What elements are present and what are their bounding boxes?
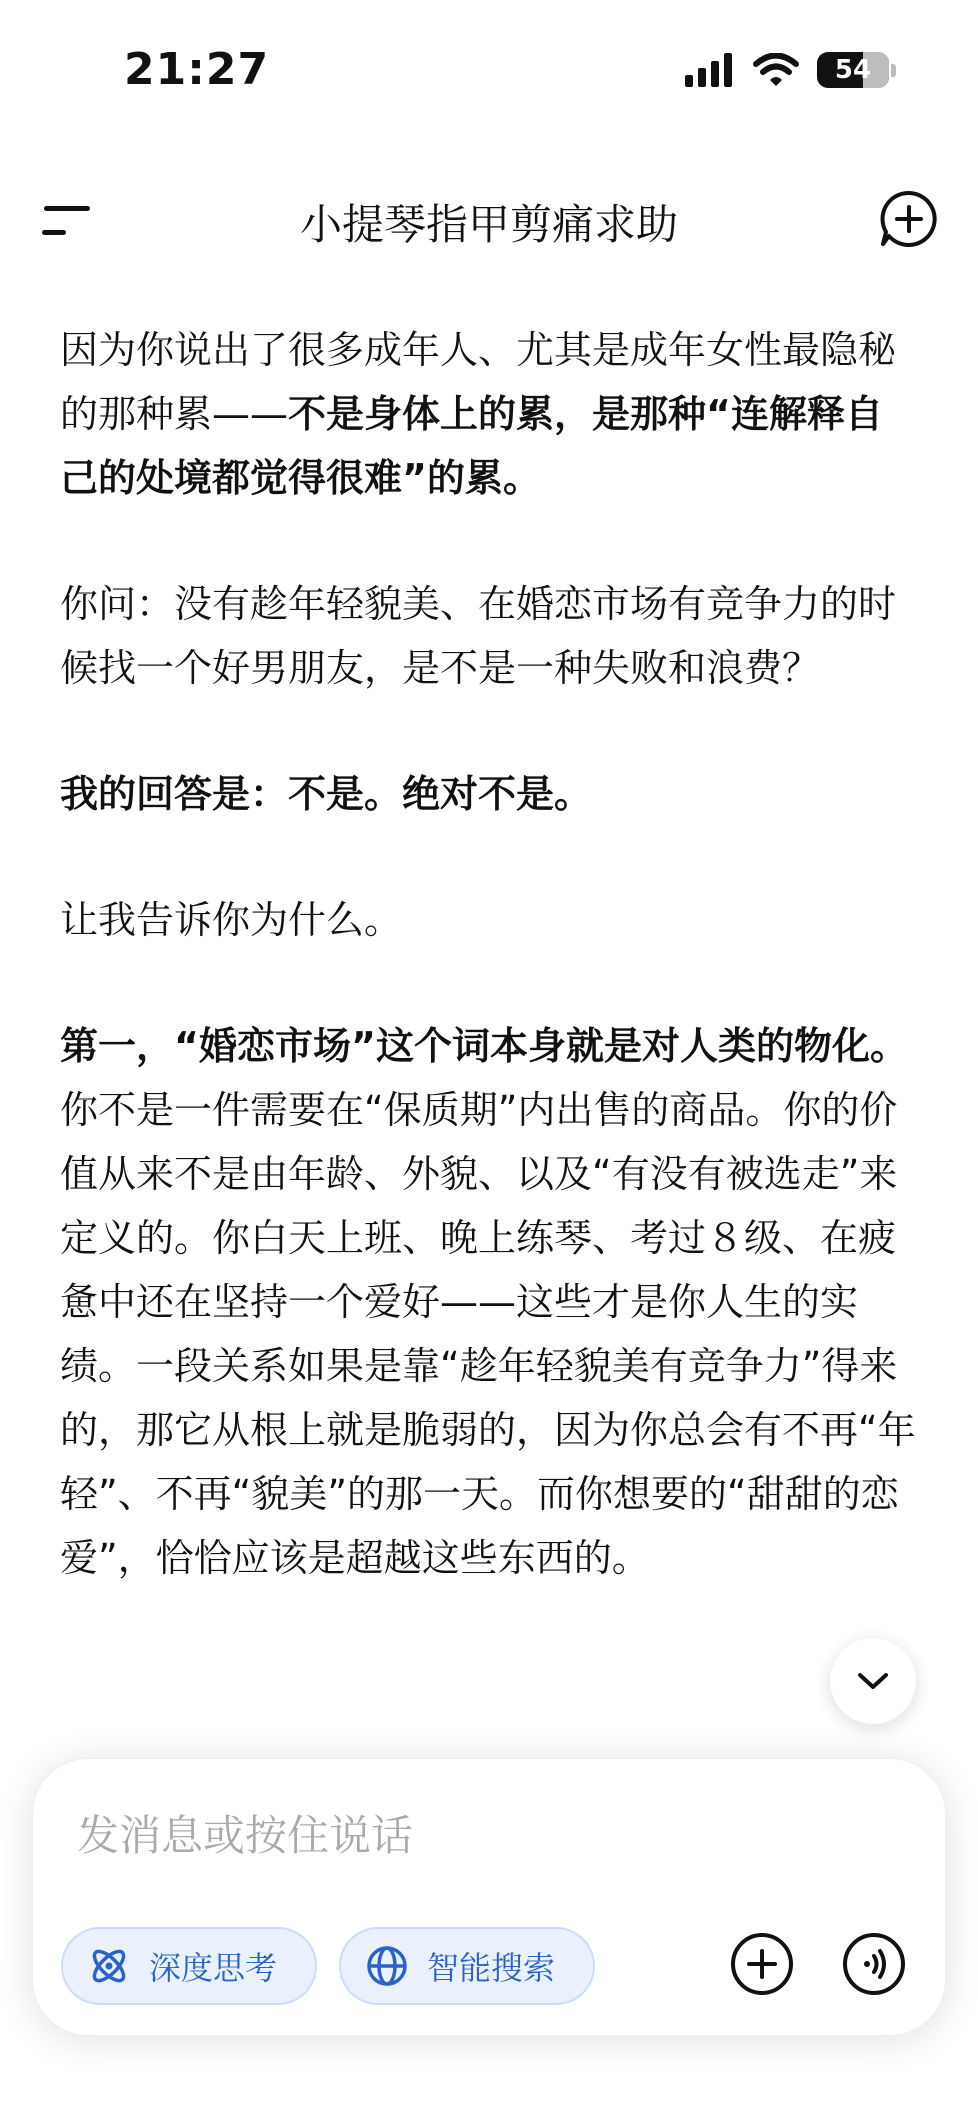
page-title: 小提琴指甲剪痛求助 (299, 200, 678, 249)
wifi-icon (753, 53, 799, 87)
message-composer (32, 1758, 946, 2036)
paragraph-bold-text: 第一，“婚恋市场”这个词本身就是对人类的物化。 (60, 1024, 908, 1068)
message-paragraph (60, 1014, 920, 1590)
status-bar (0, 0, 978, 140)
cellular-signal-icon (685, 53, 735, 87)
new-chat-button[interactable] (878, 188, 940, 250)
message-paragraph: 让我告诉你为什么。 (60, 898, 403, 942)
paragraph-bold-text: 我的回答是：不是。绝对不是。 (60, 772, 593, 816)
battery-level: 54 (834, 55, 872, 85)
paragraph-text: 你不是一件需要在“保质期”内出售的商品。你的价值从来不是由年龄、外貌、以及“有没有被选走”来定义的。你白天上班、晚上练琴、考过８级、在疲惫中还在坚持一个爱好——这些才是你人生的实绩。一段关系如果是靠“趁年轻貌美有竞争力”得来的，那它从根上就是脆弱的，因为你总会有不再“年轻”、不再“貌美”的那一天。而你想要的“甜甜的恋爱”，恰恰应该是超越这些东西的。 (60, 1088, 916, 1580)
voice-call-button[interactable] (841, 1931, 907, 1997)
battery-tip (891, 64, 896, 77)
chat-header (0, 170, 978, 270)
paragraph-text: 因为你说出了很多成年人、尤其是成年女性最隐秘的那种累—— (60, 328, 897, 436)
message-paragraph (60, 762, 920, 826)
deep-think-toggle[interactable] (61, 1927, 317, 2005)
smart-search-toggle[interactable] (339, 1927, 595, 2005)
new-chat-icon (878, 188, 940, 250)
message-paragraph: 你问：没有趁年轻貌美、在婚恋市场有竞争力的时候找一个好男朋友，是不是一种失败和浪费？ (60, 582, 897, 690)
paragraph-bold-text: 不是身体上的累，是那种“连解释自己的处境都觉得很难”的累。 (60, 392, 883, 500)
message-input[interactable]: 发消息或按住说话 (77, 1811, 414, 1860)
chevron-down-icon (856, 1671, 890, 1691)
smart-search-label: 智能搜索 (427, 1949, 556, 1987)
battery-icon (817, 52, 889, 88)
status-icons (685, 52, 896, 88)
add-attachment-button[interactable] (729, 1931, 795, 1997)
plus-circle-icon (729, 1931, 795, 1997)
assistant-message (60, 318, 920, 1652)
message-paragraph (60, 318, 920, 510)
globe-icon (365, 1944, 409, 1988)
status-time: 21:27 (124, 44, 270, 95)
atom-icon (87, 1944, 131, 1988)
voice-wave-icon (841, 1931, 907, 1997)
deep-think-label: 深度思考 (149, 1949, 278, 1987)
scroll-to-bottom-button[interactable] (830, 1638, 916, 1724)
